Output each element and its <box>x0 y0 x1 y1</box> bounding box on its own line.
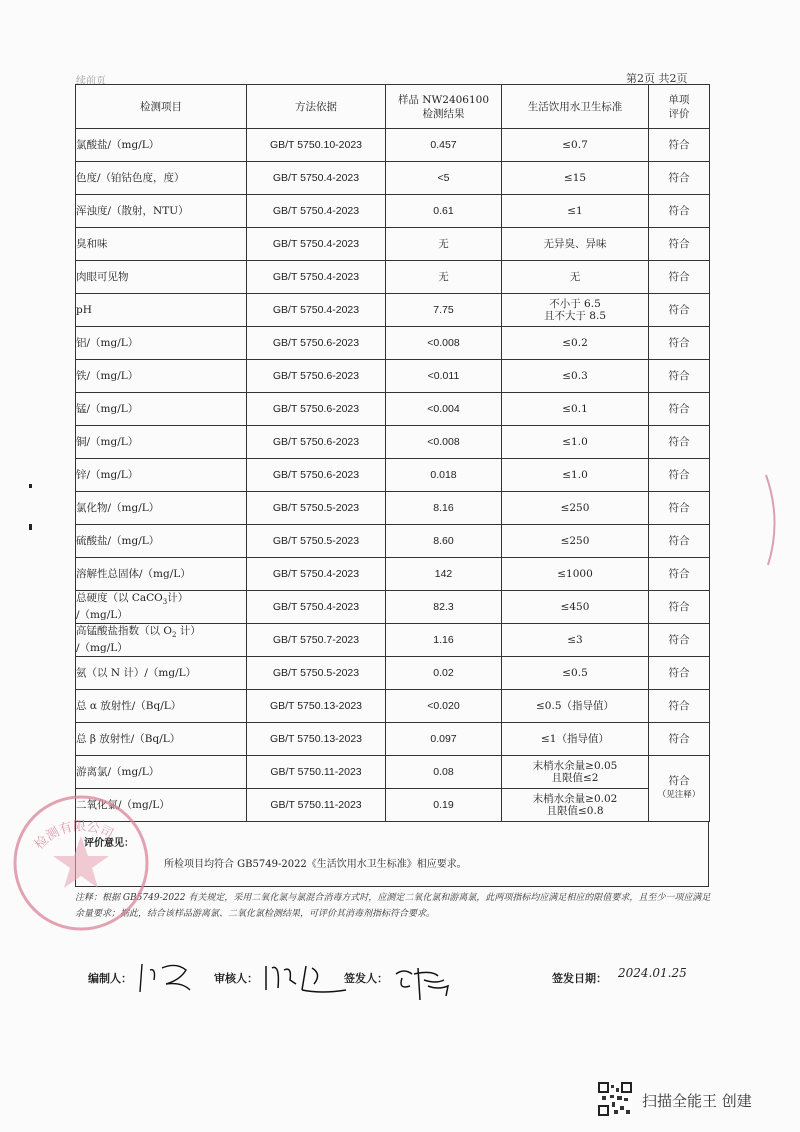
table-row <box>76 426 710 459</box>
standard-value-2: 且限值≤2 <box>551 772 599 784</box>
item-unit: /（mg/L） <box>76 642 128 655</box>
method-value: GB/T 5750.4-2023 <box>272 567 360 580</box>
cell-result <box>386 459 502 492</box>
header-eval-1: 单项 <box>668 93 690 106</box>
cell-eval <box>649 723 710 756</box>
result-value: 0.61 <box>433 204 454 217</box>
method-value: GB/T 5750.13-2023 <box>269 732 363 745</box>
eval-value: 符合 <box>668 633 690 646</box>
cell-eval <box>649 327 710 360</box>
cell-result <box>386 195 502 228</box>
issue-date: 2024.01.25 <box>618 966 687 980</box>
item-name: 游离氯/（mg/L） <box>76 765 160 778</box>
item-name: 氨（以 N 计）/（mg/L） <box>76 666 197 679</box>
standard-value: ≤0.3 <box>562 369 588 382</box>
result-value: <0.011 <box>427 369 460 382</box>
table-row <box>76 558 710 591</box>
cell-method <box>247 129 386 162</box>
eval-value: 符合 <box>668 402 690 415</box>
cell-result <box>386 393 502 426</box>
note-text: 注释：根据 GB5749-2022 有关规定，采用二氧化氯与氯混合消毒方式时，应测定二氧化氯和游离氯，此两项指标均应满足相应的限值要求，且至少一项应满足余量要求；据此，结合该样品游离氯、二氧化氯检测结果，可评价其消毒剂指标符合要求。 <box>75 893 711 919</box>
item-name-tail: 计） <box>176 624 201 637</box>
cell-item <box>76 294 247 327</box>
table-header-row <box>76 85 710 129</box>
company-seal <box>6 788 156 938</box>
cell-standard <box>502 327 649 360</box>
cell-eval <box>649 690 710 723</box>
eval-note: （见注释） <box>657 790 701 800</box>
table-row <box>76 294 710 327</box>
cell-item <box>76 657 247 690</box>
cell-result <box>386 261 502 294</box>
result-value: 7.75 <box>433 303 454 316</box>
table-row <box>76 723 710 756</box>
cell-item <box>76 624 247 657</box>
cell-method <box>247 228 386 261</box>
cell-item <box>76 558 247 591</box>
eval-value: 符合 <box>668 138 690 151</box>
cell-eval <box>649 393 710 426</box>
cell-item <box>76 690 247 723</box>
standard-value: ≤1000 <box>557 567 593 580</box>
result-value: 8.60 <box>433 534 454 547</box>
cell-item <box>76 393 247 426</box>
method-value: GB/T 5750.5-2023 <box>272 666 360 679</box>
qr-code-icon <box>598 1082 632 1116</box>
cell-standard <box>502 492 649 525</box>
cell-result <box>386 525 502 558</box>
method-value: GB/T 5750.13-2023 <box>269 699 363 712</box>
result-value: <0.008 <box>427 336 460 349</box>
cell-method <box>247 525 386 558</box>
cell-method <box>247 558 386 591</box>
cell-standard <box>502 393 649 426</box>
page-info: 第2页 共2页 <box>626 72 688 85</box>
cell-standard <box>502 129 649 162</box>
eval-value: 符合 <box>668 303 690 316</box>
cell-eval <box>649 294 710 327</box>
eval-value: 符合 <box>668 567 690 580</box>
edge-stamp-mark <box>762 470 782 570</box>
eval-value: 符合 <box>668 270 690 283</box>
result-value: <5 <box>437 171 450 184</box>
eval-value: 符合 <box>668 237 690 250</box>
standard-value: ≤1 <box>567 204 583 217</box>
method-value: GB/T 5750.5-2023 <box>272 534 360 547</box>
standard-value: ≤0.7 <box>562 138 588 151</box>
table-row <box>76 459 710 492</box>
standard-value: ≤0.5（指导值） <box>536 699 614 712</box>
standard-value: 末梢水余量≥0.05 <box>532 760 618 772</box>
cell-result <box>386 492 502 525</box>
cell-standard <box>502 195 649 228</box>
standard-value: ≤0.1 <box>562 402 588 415</box>
cell-item <box>76 426 247 459</box>
cell-result <box>386 228 502 261</box>
item-name: 臭和味 <box>76 237 108 250</box>
table-row <box>76 591 710 624</box>
standard-value-2: 且不大于 8.5 <box>543 310 607 322</box>
table-row <box>76 789 710 822</box>
table-row <box>76 525 710 558</box>
eval-value: 符合 <box>668 501 690 514</box>
item-name: 硫酸盐/（mg/L） <box>76 534 160 547</box>
cell-eval <box>649 162 710 195</box>
opinion-label: 评价意见： <box>84 838 134 849</box>
punch-mark <box>29 484 32 488</box>
result-value: 无 <box>438 237 449 250</box>
cell-eval <box>649 195 710 228</box>
cell-eval <box>649 657 710 690</box>
standard-value: ≤0.5 <box>562 666 588 679</box>
cell-standard <box>502 756 649 789</box>
cell-result <box>386 162 502 195</box>
eval-value: 符合 <box>668 666 690 679</box>
reviewer-label: 审核人： <box>214 972 258 985</box>
cell-eval <box>649 492 710 525</box>
compiler-signature <box>136 960 196 996</box>
signature-row <box>88 960 728 1000</box>
table-row <box>76 129 710 162</box>
cell-item <box>76 525 247 558</box>
cell-eval <box>649 525 710 558</box>
cell-standard <box>502 789 649 822</box>
cell-method <box>247 360 386 393</box>
standard-value: 无 <box>569 270 581 283</box>
method-value: GB/T 5750.4-2023 <box>272 237 360 250</box>
cell-item <box>76 327 247 360</box>
cell-eval <box>649 459 710 492</box>
cell-standard <box>502 723 649 756</box>
cell-standard <box>502 261 649 294</box>
cell-eval <box>649 129 710 162</box>
standard-value: ≤0.2 <box>562 336 588 349</box>
cell-standard <box>502 525 649 558</box>
cell-standard <box>502 624 649 657</box>
continued-label: 续前页 <box>76 76 106 87</box>
item-name: 铜/（mg/L） <box>76 435 139 448</box>
cell-method <box>247 789 386 822</box>
method-value: GB/T 5750.4-2023 <box>272 171 360 184</box>
item-name: 铁/（mg/L） <box>76 369 139 382</box>
result-value: 82.3 <box>433 600 454 613</box>
eval-value: 符合 <box>668 336 690 349</box>
result-value: <0.020 <box>427 699 460 712</box>
issuer-signature <box>388 960 468 1004</box>
item-subscript: 2 <box>171 631 177 640</box>
table-row <box>76 624 710 657</box>
eval-value: 符合 <box>668 204 690 217</box>
cell-result <box>386 426 502 459</box>
standard-value: ≤3 <box>567 633 583 646</box>
item-name: 溶解性总固体/（mg/L） <box>76 567 191 580</box>
standard-value: ≤1（指导值） <box>541 732 609 745</box>
cell-eval <box>649 756 710 822</box>
item-name: 高锰酸盐指数（以 O <box>76 624 172 637</box>
cell-item <box>76 162 247 195</box>
header-method: 方法依据 <box>247 85 386 129</box>
result-value: 142 <box>434 567 453 580</box>
compiler-label: 编制人： <box>88 972 132 985</box>
cell-method <box>247 459 386 492</box>
cell-method <box>247 195 386 228</box>
cell-item <box>76 591 247 624</box>
cell-method <box>247 327 386 360</box>
cell-standard <box>502 228 649 261</box>
item-name: 铝/（mg/L） <box>76 336 139 349</box>
cell-item <box>76 492 247 525</box>
item-name: 氯化物/（mg/L） <box>76 501 160 514</box>
standard-value: ≤1.0 <box>562 435 588 448</box>
item-name: 锰/（mg/L） <box>76 402 139 415</box>
cell-result <box>386 591 502 624</box>
cell-method <box>247 261 386 294</box>
eval-value: 符合 <box>668 600 690 613</box>
eval-value: 符合 <box>668 435 690 448</box>
results-table <box>75 84 710 822</box>
cell-standard <box>502 591 649 624</box>
cell-method <box>247 591 386 624</box>
result-value: 1.16 <box>433 633 454 646</box>
method-value: GB/T 5750.6-2023 <box>272 336 360 349</box>
issuer-label: 签发人： <box>344 972 388 985</box>
result-value: <0.004 <box>427 402 460 415</box>
method-value: GB/T 5750.5-2023 <box>272 501 360 514</box>
standard-value: ≤450 <box>560 600 590 613</box>
cell-item <box>76 261 247 294</box>
standard-value: ≤15 <box>563 171 587 184</box>
cell-standard <box>502 558 649 591</box>
table-row <box>76 261 710 294</box>
item-name: 总 α 放射性/（Bq/L） <box>76 699 182 712</box>
item-subscript: 3 <box>162 598 168 607</box>
date-label: 签发日期： <box>552 972 607 985</box>
eval-value: 符合 <box>668 468 690 481</box>
cell-item <box>76 756 247 789</box>
cell-method <box>247 657 386 690</box>
cell-eval <box>649 228 710 261</box>
result-value: 0.018 <box>430 468 457 481</box>
eval-value: 符合 <box>668 534 690 547</box>
cell-method <box>247 624 386 657</box>
item-name: 肉眼可见物 <box>76 270 129 283</box>
item-name: 浑浊度/（散射，NTU） <box>76 204 189 217</box>
eval-value: 符合 <box>668 699 690 712</box>
item-unit: /（mg/L） <box>76 609 128 622</box>
table-row <box>76 195 710 228</box>
table-row <box>76 228 710 261</box>
method-value: GB/T 5750.4-2023 <box>272 303 360 316</box>
cell-eval <box>649 558 710 591</box>
standard-value-2: 且限值≤0.8 <box>546 805 604 817</box>
header-eval-2: 评价 <box>668 107 690 120</box>
cell-standard <box>502 690 649 723</box>
result-value: 无 <box>438 270 449 283</box>
cell-item <box>76 129 247 162</box>
method-value: GB/T 5750.11-2023 <box>270 765 362 778</box>
result-value: <0.008 <box>427 435 460 448</box>
item-name: 二氧化氯/（mg/L） <box>76 798 170 811</box>
method-value: GB/T 5750.7-2023 <box>272 633 360 646</box>
item-name: 总硬度（以 CaCO <box>76 591 163 604</box>
cell-method <box>247 492 386 525</box>
result-value: 0.097 <box>430 732 457 745</box>
footer-text: 扫描全能王 创建 <box>642 1092 752 1110</box>
method-value: GB/T 5750.6-2023 <box>272 468 360 481</box>
cell-standard <box>502 360 649 393</box>
table-row <box>76 690 710 723</box>
cell-result <box>386 129 502 162</box>
cell-item <box>76 723 247 756</box>
item-name: 色度/（铂钴色度，度） <box>76 171 185 184</box>
eval-value: 符合 <box>668 732 690 745</box>
opinion-text: 所检项目均符合 GB5749-2022《生活饮用水卫生标准》相应要求。 <box>164 859 467 870</box>
table-row <box>76 393 710 426</box>
header-item: 检测项目 <box>76 85 247 129</box>
cell-item <box>76 360 247 393</box>
eval-value: 符合 <box>668 171 690 184</box>
standard-value: ≤1.0 <box>562 468 588 481</box>
cell-method <box>247 294 386 327</box>
method-value: GB/T 5750.4-2023 <box>272 270 360 283</box>
header-result-label: 检测结果 <box>422 107 465 120</box>
method-value: GB/T 5750.10-2023 <box>269 138 363 151</box>
method-value: GB/T 5750.6-2023 <box>272 402 360 415</box>
cell-eval <box>649 426 710 459</box>
table-row <box>76 327 710 360</box>
standard-value: ≤250 <box>560 501 590 514</box>
standard-value: 末梢水余量≥0.02 <box>532 793 618 805</box>
result-value: 0.19 <box>433 798 454 811</box>
table-row <box>76 162 710 195</box>
standard-value: 不小于 6.5 <box>549 298 601 310</box>
item-name: 总 β 放射性/（Bq/L） <box>76 732 181 745</box>
cell-eval <box>649 360 710 393</box>
punch-mark <box>29 524 32 530</box>
cell-eval <box>649 261 710 294</box>
cell-result <box>386 723 502 756</box>
table-row <box>76 657 710 690</box>
cell-result <box>386 294 502 327</box>
method-value: GB/T 5750.6-2023 <box>272 369 360 382</box>
cell-result <box>386 756 502 789</box>
header-result <box>386 85 502 129</box>
cell-standard <box>502 162 649 195</box>
cell-standard <box>502 426 649 459</box>
cell-method <box>247 393 386 426</box>
item-name: 锌/（mg/L） <box>76 468 139 481</box>
header-eval <box>649 85 710 129</box>
result-value: 0.02 <box>433 666 454 679</box>
table-row <box>76 756 710 789</box>
item-name: 氯酸盐/（mg/L） <box>76 138 160 151</box>
cell-result <box>386 789 502 822</box>
cell-standard <box>502 294 649 327</box>
standard-value: ≤250 <box>560 534 590 547</box>
cell-eval <box>649 591 710 624</box>
cell-method <box>247 756 386 789</box>
method-value: GB/T 5750.4-2023 <box>272 600 360 613</box>
cell-item <box>76 228 247 261</box>
cell-result <box>386 624 502 657</box>
item-name: pH <box>76 303 92 316</box>
standard-value: 无异臭、异味 <box>543 237 607 250</box>
result-value: 8.16 <box>433 501 454 514</box>
method-value: GB/T 5750.11-2023 <box>270 798 362 811</box>
result-value: 0.457 <box>430 138 457 151</box>
reviewer-signature <box>262 960 348 996</box>
cell-item <box>76 459 247 492</box>
cell-standard <box>502 459 649 492</box>
eval-value: 符合 <box>668 369 690 382</box>
cell-result <box>386 327 502 360</box>
svg-text:检测有限公司: 检测有限公司 <box>32 819 116 853</box>
opinion-box <box>75 822 709 887</box>
eval-value: 符合 <box>668 775 690 787</box>
cell-result <box>386 690 502 723</box>
result-value: 0.08 <box>433 765 454 778</box>
header-sample: 样品 NW2406100 <box>397 93 490 106</box>
item-name-tail: 计） <box>167 591 189 604</box>
method-value: GB/T 5750.4-2023 <box>272 204 360 217</box>
cell-eval <box>649 624 710 657</box>
cell-method <box>247 723 386 756</box>
cell-method <box>247 162 386 195</box>
cell-result <box>386 360 502 393</box>
cell-item <box>76 195 247 228</box>
method-value: GB/T 5750.6-2023 <box>272 435 360 448</box>
cell-method <box>247 426 386 459</box>
header-standard: 生活饮用水卫生标准 <box>502 85 649 129</box>
table-row <box>76 492 710 525</box>
cell-result <box>386 657 502 690</box>
table-row <box>76 360 710 393</box>
cell-result <box>386 558 502 591</box>
cell-method <box>247 690 386 723</box>
cell-standard <box>502 657 649 690</box>
